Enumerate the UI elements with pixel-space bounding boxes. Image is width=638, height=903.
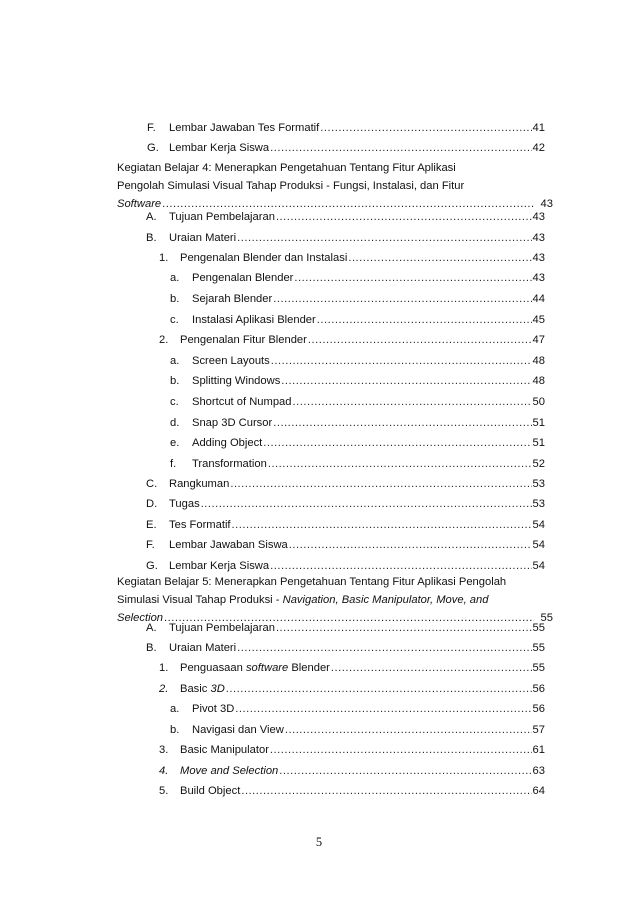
toc-entry-title-italic: 3D: [210, 683, 225, 695]
toc-entry-number: d.: [170, 417, 180, 429]
toc-entry-title: [180, 682, 226, 697]
toc-entry-title: Tujuan Pembelajaran: [169, 622, 275, 634]
toc-entry-title: Transformation: [192, 458, 267, 470]
dot-leader: [263, 436, 531, 451]
dot-leader: [273, 292, 531, 307]
toc-entry-number: F.: [147, 122, 156, 134]
toc-entry-title: Shortcut of Numpad: [192, 396, 292, 408]
toc-entry-title: Tujuan Pembelajaran: [169, 211, 275, 223]
toc-entry-number: 5.: [159, 785, 169, 797]
toc-entry-title-part: Penguasaan: [180, 662, 246, 674]
dot-leader: [237, 231, 531, 246]
toc-entry-page: 51: [532, 417, 545, 429]
toc-chapter-heading: [117, 573, 553, 627]
toc-entry-page: 55: [532, 642, 545, 654]
page-number: 5: [315, 835, 323, 849]
toc-entry-number: 2.: [159, 683, 169, 695]
dot-leader: [317, 313, 532, 328]
toc-entry-title: Pengenalan Fitur Blender: [180, 334, 307, 346]
toc-entry-page: 44: [532, 293, 545, 305]
dot-leader: [320, 121, 531, 136]
toc-entry-number: F.: [146, 539, 155, 551]
toc-entry-title: Basic Manipulator: [180, 744, 269, 756]
toc-entry-page: 54: [532, 519, 545, 531]
toc-entry-page: 61: [532, 744, 545, 756]
toc-entry-page: 51: [532, 437, 545, 449]
dot-leader: [281, 374, 531, 389]
dot-leader: [270, 559, 531, 574]
toc-entry-number: 3.: [159, 744, 169, 756]
dot-leader: [230, 477, 531, 492]
toc-entry-page: 63: [532, 765, 545, 777]
toc-entry-number: E.: [146, 519, 157, 531]
dot-leader: [268, 457, 532, 472]
dot-leader: [308, 333, 532, 348]
toc-entry-page: 52: [532, 458, 545, 470]
toc-entry-title: Tugas: [169, 498, 200, 510]
toc-entry-title: Snap 3D Cursor: [192, 417, 273, 429]
toc-entry-page: 53: [532, 478, 545, 490]
dot-leader: [201, 497, 532, 512]
heading-line-text: Software: [117, 198, 162, 210]
toc-entry-number: 1.: [159, 252, 169, 264]
dot-leader: [285, 723, 532, 738]
dot-leader: [270, 743, 532, 758]
toc-entry-page: 53: [532, 498, 545, 510]
toc-entry-title: Navigasi dan View: [192, 724, 284, 736]
toc-entry-page: 54: [532, 560, 545, 572]
toc-entry-page: 64: [532, 785, 545, 797]
toc-entry-page: 43: [532, 272, 545, 284]
toc-entry-page: 45: [532, 314, 545, 326]
toc-entry-title-part: Blender: [288, 662, 330, 674]
toc-entry-title: Pengenalan Blender dan Instalasi: [180, 252, 348, 264]
toc-entry-number: G.: [147, 142, 159, 154]
toc-entry-title: Screen Layouts: [192, 355, 270, 367]
toc-entry-title: Lembar Jawaban Tes Formatif: [169, 122, 320, 134]
heading-line: [117, 591, 547, 609]
toc-entry-page: 48: [532, 355, 545, 367]
toc-entry-number: G.: [146, 560, 158, 572]
toc-entry-title: Splitting Windows: [192, 375, 281, 387]
toc-entry-number: B.: [146, 642, 157, 654]
heading-line-text-italic: Navigation, Basic Manipulator, Move, and: [282, 594, 489, 606]
toc-entry-number: a.: [170, 272, 180, 284]
toc-entry-title: Lembar Kerja Siswa: [169, 142, 270, 154]
toc-entry-number: 2.: [159, 334, 169, 346]
toc-entry-title: Uraian Materi: [169, 232, 237, 244]
toc-entry-title: Pengenalan Blender: [192, 272, 294, 284]
dot-leader: [235, 702, 531, 717]
toc-entry-title: Lembar Kerja Siswa: [169, 560, 270, 572]
heading-line-text: Simulasi Visual Tahap Produksi -: [117, 594, 283, 606]
toc-entry-number: D.: [146, 498, 158, 510]
toc-entry-title: Tes Formatif: [169, 519, 231, 531]
toc-entry-page: 43: [532, 211, 545, 223]
toc-entry-number: c.: [170, 314, 179, 326]
dot-leader: [237, 641, 531, 656]
dot-leader: [226, 682, 532, 697]
toc-entry-title: Pivot 3D: [192, 703, 235, 715]
toc-entry-number: a.: [170, 703, 180, 715]
toc-entry-page: 57: [532, 724, 545, 736]
heading-line: Kegiatan Belajar 5: Menerapkan Pengetahuan Tentang Fitur Aplikasi Pengolah: [117, 576, 507, 588]
heading-line: Kegiatan Belajar 4: Menerapkan Pengetahuan Tentang Fitur Aplikasi: [117, 162, 456, 174]
toc-entry-page: 55: [532, 662, 545, 674]
toc-entry-number: b.: [170, 724, 180, 736]
toc-entry-page: 50: [532, 396, 545, 408]
toc-entry-title: [180, 661, 331, 676]
dot-leader: [289, 538, 532, 553]
toc-entry-page: 43: [532, 232, 545, 244]
toc-entry-page: 47: [532, 334, 545, 346]
toc-entry-page: 42: [532, 142, 545, 154]
toc-entry-title: Sejarah Blender: [192, 293, 273, 305]
dot-leader: [270, 141, 531, 156]
toc-entry-page: 41: [532, 122, 545, 134]
toc-entry-page: 43: [532, 252, 545, 264]
toc-entry-page: 48: [532, 375, 545, 387]
dot-leader: [293, 395, 532, 410]
toc-entry-title: Instalasi Aplikasi Blender: [192, 314, 316, 326]
heading-line-text: Selection: [117, 612, 164, 624]
toc-entry-title: Build Object: [180, 785, 241, 797]
toc-entry-title: Lembar Jawaban Siswa: [169, 539, 288, 551]
toc-entry-number: a.: [170, 355, 180, 367]
toc-entry-page: 56: [532, 703, 545, 715]
dot-leader: [279, 764, 531, 779]
toc-entry-title-part: Basic: [180, 683, 211, 695]
toc-entry-number: b.: [170, 293, 180, 305]
toc-entry-title: Move and Selection: [180, 765, 279, 777]
toc-entry-title: Rangkuman: [169, 478, 230, 490]
toc-entry-number: f.: [170, 458, 177, 470]
toc-entry-page: 43: [540, 198, 553, 210]
dot-leader: [348, 251, 531, 266]
toc-chapter-heading: [117, 159, 553, 213]
toc-entry-title: Uraian Materi: [169, 642, 237, 654]
toc-entry-title-italic: software: [245, 662, 289, 674]
toc-entry-number: c.: [170, 396, 179, 408]
dot-leader: [331, 661, 532, 676]
dot-leader: [276, 621, 532, 636]
toc-entry-number: C.: [146, 478, 158, 490]
toc-entry-number: B.: [146, 232, 157, 244]
heading-line: Pengolah Simulasi Visual Tahap Produksi - Fungsi, Instalasi, dan Fitur: [117, 180, 465, 192]
toc-entry-number: A.: [146, 622, 157, 634]
toc-entry-title: Adding Object: [192, 437, 263, 449]
dot-leader: [232, 518, 532, 533]
toc-entry-number: A.: [146, 211, 157, 223]
toc-entry-page: 55: [532, 622, 545, 634]
toc-entry-number: 1.: [159, 662, 169, 674]
dot-leader: [241, 784, 531, 799]
toc-entry-number: e.: [170, 437, 180, 449]
dot-leader: [273, 416, 531, 431]
dot-leader: [294, 271, 531, 286]
toc-entry-page: 54: [532, 539, 545, 551]
toc-entry-number: 4.: [159, 765, 169, 777]
toc-entry-number: b.: [170, 375, 180, 387]
dot-leader: [276, 210, 532, 225]
toc-entry-page: 56: [532, 683, 545, 695]
dot-leader: [271, 354, 532, 369]
toc-entry-page: 55: [540, 612, 553, 624]
